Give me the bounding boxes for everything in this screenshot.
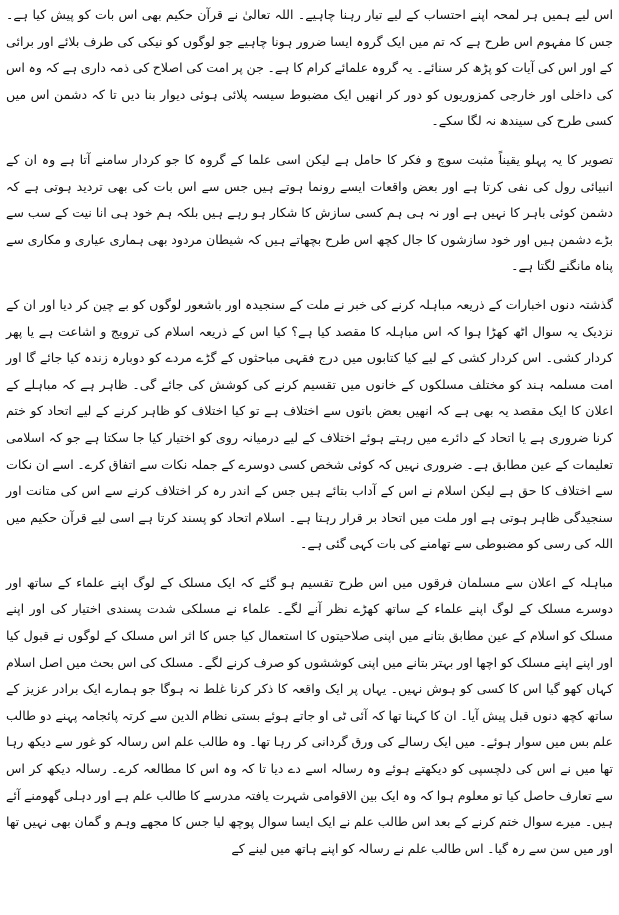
article-page	[4, 2, 615, 913]
article-paragraph-1: اس لیے ہمیں ہر لمحہ اپنے احتساب کے لیے تیار رہنا چاہیے۔ اللہ تعالیٰ نے قرآن حکیم بھی اس بات کو پیش کیا ہے۔ جس کا مفہوم اس طرح ہے کہ تم میں ایک گروہ ایسا ضرور ہونا چاہیے جو لوگوں کو نیکی کی طرف بلائے اور برائی کے اور اس کی آیات کو پڑھ کر سنائے۔ یہ گروہ علمائے کرام کا ہے۔ جن پر امت کی اصلاح کی ذمہ داری ہے کہ وہ اس کی داخلی اور خارجی کمزوریوں کو دور کر انھیں ایک مضبوط سیسہ پلائی ہوئی دیوار بنا دیں تا کہ دشمن اس میں کسی طرح کی سیندھ نہ لگا سکے۔	[6, 7, 613, 129]
article-paragraph-4: مباہلہ کے اعلان سے مسلمان فرقوں میں اس طرح تقسیم ہو گئے کہ ایک مسلک کے لوگ اپنے علماء کے ساتھ اور دوسرے مسلک کے لوگ اپنے علماء کے ساتھ کھڑے نظر آنے لگے۔ علماء نے مسلکی شدت پسندی اختیار کی اور اپنے مسلک کو اسلام کے عین مطابق بتانے میں اپنی صلاحیتوں کا استعمال کیا جس کا اثر اس مسلک کے لوگوں نے قبول کیا اور اپنے اپنے مسلک کو اچھا اور بہتر بتانے میں اپنی کوششوں کو صرف کرنے لگے۔ مسلک کی اس بحث میں اصل اسلام کہاں کھو گیا اس کا کسی کو ہوش نہیں۔ یہاں پر ایک واقعہ کا ذکر کرنا غلط نہ ہوگا جو ہمارے ایک برادر عزیز کے ساتھ کچھ دنوں قبل پیش آیا۔ ان کا کہنا تھا کہ آئی ٹی او جاتے ہوئے بستی نظام الدین سے کرتہ پائجامہ پہنے دو طالب علم بس میں سوار ہوئے۔ میں ایک رسالے کی ورق گردانی کر رہا تھا۔ وہ طالب علم اس رسالہ کو غور سے دیکھ رہا تھا میں نے اس کی دلچسپی کو دیکھتے ہوئے وہ رسالہ اسے دے دیا تا کہ وہ اس کا مطالعہ کرے۔ رسالہ دیکھ کر اس سے تعارف حاصل کیا تو معلوم ہوا کہ وہ ایک بین الاقوامی شہرت یافتہ مدرسے کا طالب علم ہے اور دہلی گھومنے آئے ہیں۔ میرے سوال ختم کرنے کے بعد اس طالب علم نے ایک ایسا سوال پوچھ لیا جس کا مجھے وہم و گمان بھی نہیں تھا اور میں سن سے رہ گیا۔ اس طالب علم نے رسالہ کو اپنے ہاتھ میں لینے کے	[6, 574, 613, 856]
article-paragraph-2: تصویر کا یہ پہلو یقیناً مثبت سوچ و فکر کا حامل ہے لیکن اسی علما کے گروہ کا جو کردار سامنے آتا ہے وہ ان کے انبیائی رول کی نفی کرتا ہے اور بعض واقعات ایسے رونما ہوتے ہیں جس سے اس بات کی بھی تردید ہوتی ہے کہ دشمن کوئی باہر کا نہیں ہے اور نہ ہی ہم کسی سازش کا شکار ہو رہے ہیں بلکہ ہم خود ہی انا نیت کے سب سے بڑے دشمن ہیں اور خود سازشوں کا جال کچھ اس طرح بچھاتے ہیں کہ شیطان مردود بھی ہماری عیاری و مکاری سے پناہ مانگنے لگتا ہے۔	[6, 151, 613, 274]
article-paragraph-3: گذشتہ دنوں اخبارات کے ذریعہ مباہلہ کرنے کی خبر نے ملت کے سنجیدہ اور باشعور لوگوں کو بے چین کر دیا اور ان کے نزدیک یہ سوال اٹھ کھڑا ہوا کہ اس مباہلہ کا مقصد کیا ہے؟ کیا اس کے ذریعہ اسلام کی ترویج و اشاعت ہے یا پھر کردار کشی۔ اس کردار کشی کے لیے کیا کتابوں میں درج فقہی مباحثوں کے گڑے مردے کو دوبارہ زندہ کیا جائے گا اور امت مسلمہ ہند کو مختلف مسلکوں کے خانوں میں تقسیم کرنے کی کوشش کی جائے گی۔ ظاہر ہے کہ مباہلے کے اعلان کا ایک مقصد یہ بھی ہے کہ انھیں بعض باتوں سے اختلاف ہے تو کیا اختلاف کو ظاہر کرنے کے لیے اتحاد کو ختم کرنا ضروری ہے یا اتحاد کے دائرے میں رہتے ہوئے اختلاف کے لیے درمیانہ روی کو اختیار کیا جا سکتا ہے جو کہ اسلامی تعلیمات کے عین مطابق ہے۔ ضروری نہیں کہ کوئی شخص کسی دوسرے کے جملہ نکات سے اتفاق کرے۔ اسے ان نکات سے اختلاف کا حق ہے لیکن اسلام نے اس کے آداب بتائے ہیں جس کے اندر رہ کر اختلاف کرنے سے اس کی متانت اور سنجیدگی ظاہر ہوتی ہے اور ملت میں اتحاد بر قرار رہتا ہے۔ اسلام اتحاد کو پسند کرتا ہے اسی لیے قرآن حکیم میں اللہ کی رسی کو مضبوطی سے تھامنے کی بات کہی گئی ہے۔	[6, 296, 613, 552]
